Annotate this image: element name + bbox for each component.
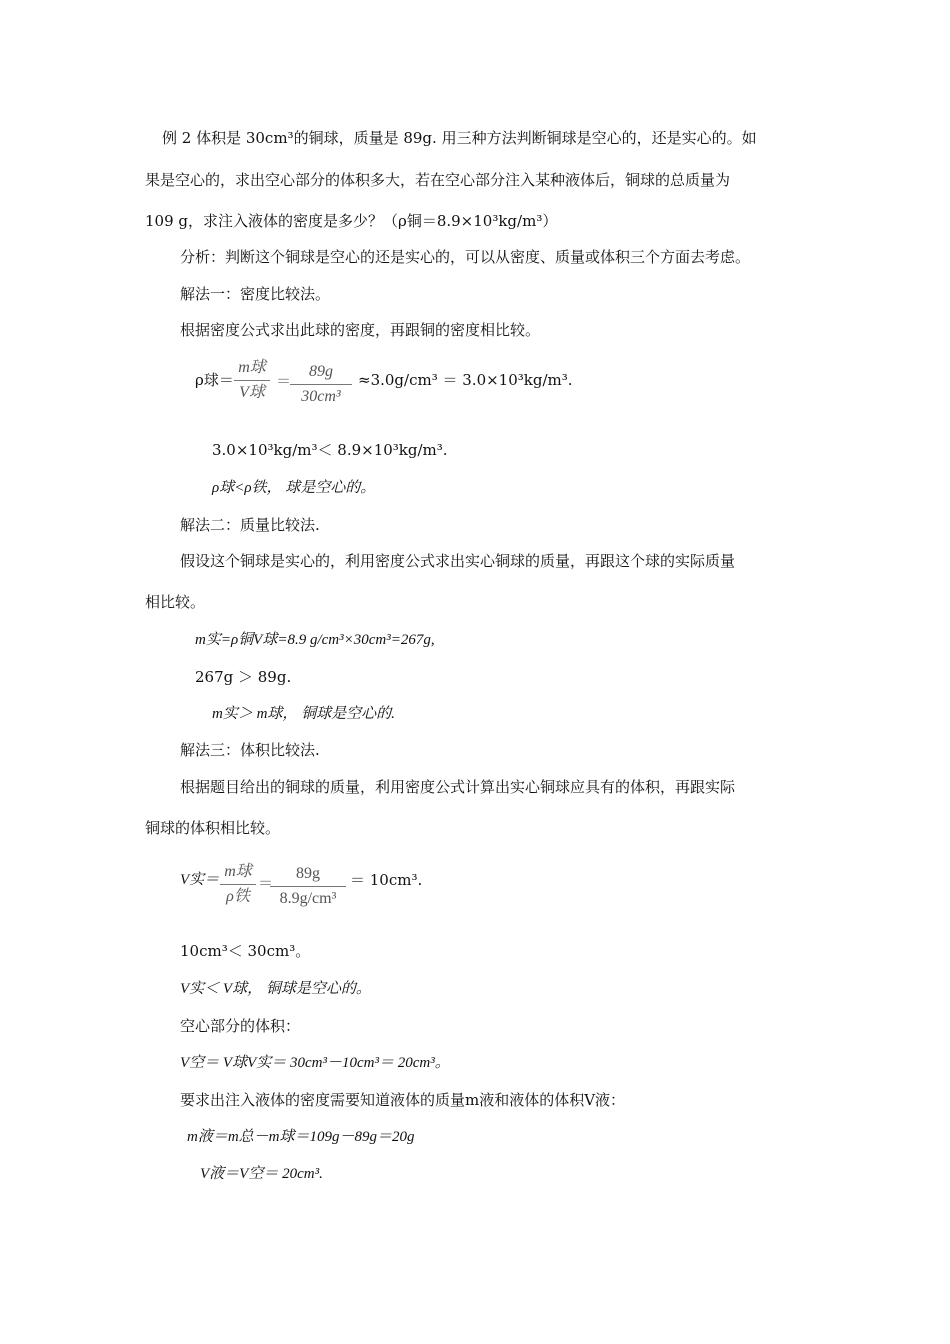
problem-line-2-text: 果是空心的，求出空心部分的体积多大，若在空心部分注入某种液体后，铜球的总质量为 [145, 171, 731, 189]
eq2-numerator-2: 89g [296, 865, 320, 882]
eq2-denominator-1: ρ铁 [226, 888, 250, 905]
method-2-description-2 [145, 592, 205, 612]
method-1-description [180, 320, 540, 340]
compare-density-text: 3.0×10³kg/m³＜ 8.9×10³kg/m³. [212, 441, 448, 459]
analysis-line [180, 247, 750, 267]
eq1-fraction-2 [290, 362, 352, 407]
eq2-numerator-1: m球 [224, 863, 252, 880]
compare-mass-text: 267g ＞ 89g. [195, 668, 292, 686]
compare-volume-line [180, 941, 310, 961]
method-1-heading [180, 284, 330, 304]
method-2-heading [180, 515, 320, 535]
eq2-fraction-bar-1 [220, 884, 256, 885]
compare-volume-text: 10cm³＜ 30cm³。 [180, 942, 311, 960]
analysis-text: 分析：判断这个铜球是空心的还是实心的，可以从密度、质量或体积三个方面去考虑。 [180, 248, 751, 266]
method-3-description-1-text: 根据题目给出的铜球的质量，利用密度公式计算出实心铜球应具有的体积，再跟实际 [180, 778, 736, 796]
eq1-equals-text: ＝ [276, 372, 292, 390]
method-1-description-text: 根据密度公式求出此球的密度，再跟铜的密度相比较。 [180, 321, 541, 339]
mass-formula-text: m实=ρ铜V球=8.9 g/cm³×30cm³=267g, [195, 632, 435, 648]
volume-conclusion-text: V实＜ V球， 铜球是空心的。 [180, 981, 371, 997]
mass-conclusion-line [212, 704, 395, 724]
eq2-fraction-1 [220, 862, 256, 907]
eq1-numerator-1: m球 [238, 359, 266, 376]
method-2-description-2-text: 相比较。 [145, 593, 206, 611]
hollow-volume-heading-text: 空心部分的体积： [180, 1017, 301, 1035]
hollow-volume-heading [180, 1016, 300, 1036]
density-conclusion-text: ρ球<ρ铁， 球是空心的。 [212, 480, 376, 496]
liquid-mass-formula [187, 1127, 415, 1147]
problem-line-3-text: 109 g，求注入液体的密度是多少？（ρ铜＝8.9×10³kg/m³） [145, 212, 558, 230]
method-3-heading-text: 解法三：体积比较法. [180, 741, 320, 759]
eq1-rhs-text: ≈3.0g/cm³ ＝ 3.0×10³kg/m³. [358, 371, 573, 389]
mass-formula-line [195, 630, 435, 650]
problem-line-2 [145, 170, 730, 190]
method-3-description-1 [180, 777, 735, 797]
method-3-description-2 [145, 818, 280, 838]
eq2-fraction-bar-2 [270, 886, 346, 887]
eq2-lhs-text: V实＝ [180, 872, 220, 888]
density-conclusion-line [212, 478, 375, 498]
eq2-rhs-text: ＝ 10cm³. [350, 871, 423, 889]
eq1-fraction-1 [234, 358, 270, 403]
problem-line-1-text: 例 2 体积是 30cm³的铜球，质量是 89g. 用三种方法判断铜球是空心的，还是实心的。如 [162, 129, 757, 147]
eq1-denominator-1: V球 [239, 384, 265, 401]
eq1-numerator-2: 89g [309, 363, 333, 380]
eq1-fraction-bar-1 [234, 380, 270, 381]
method-2-description-1 [180, 551, 735, 571]
volume-conclusion-line [180, 979, 371, 999]
eq1-denominator-2: 30cm³ [301, 388, 341, 405]
liquid-density-intro [180, 1090, 625, 1110]
method-2-heading-text: 解法二：质量比较法. [180, 516, 320, 534]
eq1-lhs [195, 370, 234, 390]
eq2-fraction-2 [270, 864, 346, 909]
method-1-heading-text: 解法一：密度比较法。 [180, 285, 331, 303]
method-2-description-1-text: 假设这个铜球是实心的，利用密度公式求出实心铜球的质量，再跟这个球的实际质量 [180, 552, 736, 570]
liquid-density-intro-text: 要求出注入液体的密度需要知道液体的质量m液和液体的体积V液： [180, 1091, 626, 1109]
eq1-rhs [358, 370, 573, 390]
eq2-denominator-2: 8.9g/cm³ [279, 890, 337, 907]
hollow-volume-formula-text: V空＝ V球V实＝ 30cm³－10cm³＝ 20cm³。 [180, 1055, 450, 1071]
problem-line-1 [162, 128, 757, 148]
eq1-equals [276, 371, 291, 391]
liquid-volume-formula-text: V液＝V空＝ 20cm³. [200, 1166, 323, 1182]
liquid-volume-formula [200, 1164, 323, 1184]
eq2-lhs [180, 870, 219, 890]
hollow-volume-formula [180, 1053, 450, 1073]
liquid-mass-formula-text: m液＝m总－m球＝109g－89g＝20g [187, 1129, 415, 1145]
method-3-description-2-text: 铜球的体积相比较。 [145, 819, 281, 837]
eq2-equals-text: ＝ [258, 874, 274, 892]
mass-conclusion-text: m实＞ m球， 铜球是空心的. [212, 706, 395, 722]
problem-line-3 [145, 211, 557, 231]
eq1-lhs-text: ρ球＝ [195, 371, 234, 389]
method-3-heading [180, 740, 320, 760]
eq2-rhs [350, 870, 422, 890]
compare-density-line [212, 440, 448, 460]
compare-mass-line [195, 667, 291, 687]
eq1-fraction-bar-2 [290, 384, 352, 385]
